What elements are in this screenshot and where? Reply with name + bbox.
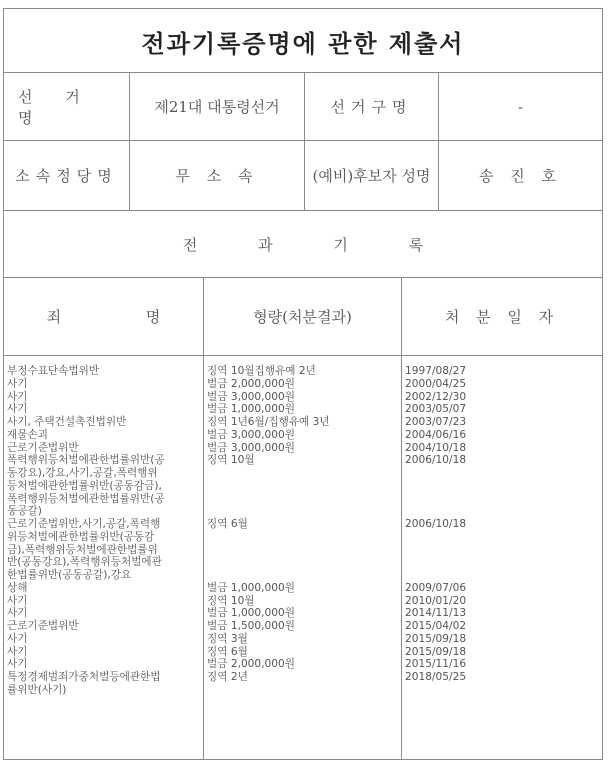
date-text: 2004/06/16: [405, 428, 467, 441]
crime-text: 사기: [7, 658, 28, 671]
sentence-text: 징역 6월: [207, 518, 248, 530]
date-text: 2002/12/30: [405, 390, 467, 403]
sentence-text: 벌금 1,500,000원: [207, 620, 295, 632]
crime-text: 특정경제범죄가중처벌등에관한법: [7, 671, 161, 683]
date-text: 1997/08/27: [405, 365, 467, 377]
crime-text: 폭력행위등처벌에관한법률위반(공: [7, 454, 165, 467]
crime-text: 사기: [7, 607, 28, 620]
crime-text: 사기: [7, 377, 28, 390]
table-row-crime: [7, 595, 202, 608]
table-row-crime: [7, 671, 202, 697]
table-row-crime: [7, 378, 202, 391]
sentence-text: 징역 10월집행유예 2년: [207, 365, 316, 377]
sentence-text: 징역 10월: [207, 594, 255, 607]
crime-text: 금),폭력행위등처벌에관한법률위: [7, 543, 158, 556]
date-text: 2006/10/18: [405, 518, 467, 530]
date-text: 2010/01/20: [405, 594, 467, 607]
election-name-value: 제21대 대통령선거: [154, 98, 280, 116]
date-column: [405, 365, 600, 697]
sentence-text: 징역 6월: [207, 645, 248, 658]
date-text: 2006/10/18: [405, 454, 467, 467]
table-row-crime: [7, 403, 202, 416]
sentence-text: 징역 1년6월/집행유예 3년: [207, 416, 330, 428]
date-text: 2015/11/16: [405, 658, 467, 671]
date-text: 2015/04/02: [405, 620, 467, 632]
crime-text: 부정수표단속법위반: [7, 365, 100, 377]
crime-text: 사기: [7, 645, 28, 658]
crime-text: 률위반(사기): [7, 683, 67, 696]
sentence-text: 징역 10월: [207, 454, 255, 467]
table-row-crime: [7, 429, 202, 442]
table-row-crime: [7, 658, 202, 671]
crime-text: 위등처벌에관한법률위반(공동감: [7, 530, 155, 543]
table-row-crime: [7, 607, 202, 620]
sentence-text: 벌금 1,000,000원: [207, 403, 295, 416]
crime-text: 반(공동강요),폭력행위등처벌에관: [7, 556, 162, 569]
table-row-crime: [7, 646, 202, 659]
crime-text: 한법률위반(공동공갈),강요: [7, 569, 132, 581]
crime-text: 사기, 주택건설촉진법위반: [7, 416, 127, 428]
district-value: -: [517, 97, 524, 116]
sentence-text: 징역 2년: [207, 671, 248, 683]
table-row-crime: [7, 442, 202, 455]
table-row-crime: [7, 518, 202, 582]
sentence-text: 징역 3월: [207, 632, 248, 645]
table-row-crime: [7, 416, 202, 429]
crime-text: 폭력행위등처벌에관한법률위반(공: [7, 492, 165, 505]
party-label: 소속정당명: [15, 167, 118, 185]
criminal-record-form: [3, 8, 603, 760]
crime-text: 근로기준법위반,사기,공갈,폭력행: [7, 518, 161, 530]
sentence-text: 벌금 1,000,000원: [207, 581, 295, 594]
date-text: 2000/04/25: [405, 377, 467, 390]
election-name-label: 선 거 명: [18, 87, 94, 127]
date-text: 2004/10/18: [405, 441, 467, 454]
district-label: 선거구명: [330, 98, 413, 116]
crime-text: 동강요),강요,사기,공갈,폭력행위: [7, 467, 158, 479]
crime-text: 사기: [7, 403, 28, 416]
crime-text: 근로기준법위반: [7, 441, 79, 454]
header-date: 처 분 일 자: [444, 308, 560, 326]
date-text: 2003/05/07: [405, 403, 467, 416]
crime-text: 동공갈): [7, 505, 42, 518]
sentence-text: 벌금 2,000,000원: [207, 658, 295, 671]
date-text: 2014/11/13: [405, 607, 467, 620]
crime-text: 사기: [7, 390, 28, 403]
sentence-text: 벌금 2,000,000원: [207, 377, 295, 390]
table-row-crime: [7, 454, 202, 518]
sentence-column: [207, 365, 400, 697]
sentence-text: 벌금 1,000,000원: [207, 607, 295, 620]
section-title: 전 과 기 록: [182, 235, 452, 254]
crime-text: 상해: [7, 581, 28, 594]
date-text: 2009/07/06: [405, 581, 467, 594]
party-value: 무 소 속: [175, 167, 259, 185]
crime-text: 사기: [7, 594, 28, 607]
header-crime: 죄 명: [46, 308, 201, 326]
table-row-crime: [7, 633, 202, 646]
date-text: 2018/05/25: [405, 671, 467, 683]
crime-column: [7, 365, 202, 697]
table-row-crime: [7, 582, 202, 595]
table-row-crime: [7, 365, 202, 378]
candidate-name: 송 진 호: [478, 167, 562, 185]
crime-text: 등처벌에관한법률위반(공동감금),: [7, 479, 162, 492]
document-title: 전과기록증명에 관한 제출서: [141, 28, 465, 58]
header-sentence: 형량(처분결과): [253, 308, 352, 326]
date-text: 2015/09/18: [405, 632, 467, 645]
table-row-crime: [7, 620, 202, 633]
divider: [4, 355, 602, 356]
crime-text: 사기: [7, 632, 28, 645]
sentence-text: 벌금 3,000,000원: [207, 441, 295, 454]
date-text: 2015/09/18: [405, 645, 467, 658]
candidate-label: (예비)후보자 성명: [312, 167, 431, 185]
crime-text: 재물손괴: [7, 428, 48, 441]
sentence-text: 벌금 3,000,000원: [207, 428, 295, 441]
crime-text: 근로기준법위반: [7, 620, 79, 632]
sentence-text: 벌금 3,000,000원: [207, 390, 295, 403]
date-text: 2003/07/23: [405, 416, 467, 428]
table-row-crime: [7, 391, 202, 404]
